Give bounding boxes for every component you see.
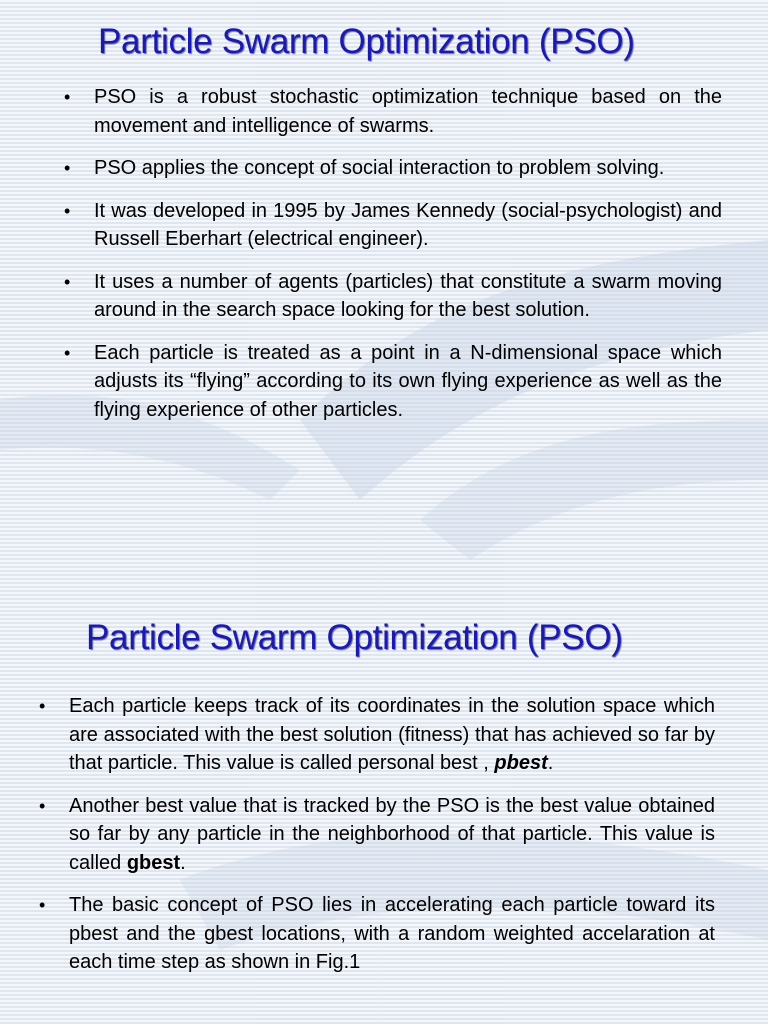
slide-2 [0, 512, 768, 1024]
bullet-point-icon: • [64, 87, 71, 107]
bullet-point-icon: • [39, 795, 46, 816]
bullet-point-icon: • [64, 200, 71, 221]
bullet-list [37, 692, 715, 991]
slide-title: Particle Swarm Optimization (PSO) [86, 618, 623, 657]
bullet-text: PSO is a robust stochastic optimization technique based on the movement and intelligence of swarms. [94, 86, 722, 137]
bullet-item [62, 339, 722, 425]
bullet-text: PSO applies the concept of social interaction to problem solving. [94, 157, 665, 179]
gbest-term: gbest [126, 851, 181, 874]
bullet-end: . [180, 851, 186, 874]
bullet-point-icon: • [64, 271, 71, 292]
bullet-point-icon: • [39, 696, 46, 716]
bullet-text: It uses a number of agents (particles) that constitute a swarm moving around in the search space looking for the best solution. [94, 270, 722, 321]
bullet-item [37, 792, 715, 878]
bullet-text: Each particle keeps track of its coordinates in the solution space which are associated with the best solution (fitness) that has achieved so far by that particle. This value is called personal best , [69, 695, 715, 774]
pbest-term: pbest [494, 752, 548, 774]
bullet-item [62, 83, 722, 140]
bullet-item [37, 692, 715, 778]
bullet-end: . [547, 752, 554, 774]
slide-title: Particle Swarm Optimization (PSO) [98, 22, 635, 61]
bullet-list [62, 83, 722, 438]
bullet-text: Another best value that is tracked by the PSO is the best value obtained so far by any particle in the neighborhood of that particle. This value is called [69, 794, 715, 874]
bullet-item [62, 197, 722, 254]
bullet-text: Each particle is treated as a point in a N-dimensional space which adjusts its “flying” according to its own flying experience as well as the flying experience of other particles. [94, 341, 722, 421]
bullet-item [62, 268, 722, 325]
bullet-item [37, 891, 715, 977]
bullet-text: It was developed in 1995 by James Kennedy (social-psychologist) and Russell Eberhart (electrical engineer). [94, 199, 722, 250]
bullet-point-icon: • [64, 342, 71, 363]
bullet-point-icon: • [64, 158, 71, 178]
bullet-point-icon: • [39, 895, 46, 915]
bullet-text: The basic concept of PSO lies in accelerating each particle toward its pbest and the gbest locations, with a random weighted accelaration at each time step as shown in Fig.1 [69, 894, 715, 973]
bullet-item [62, 154, 722, 183]
